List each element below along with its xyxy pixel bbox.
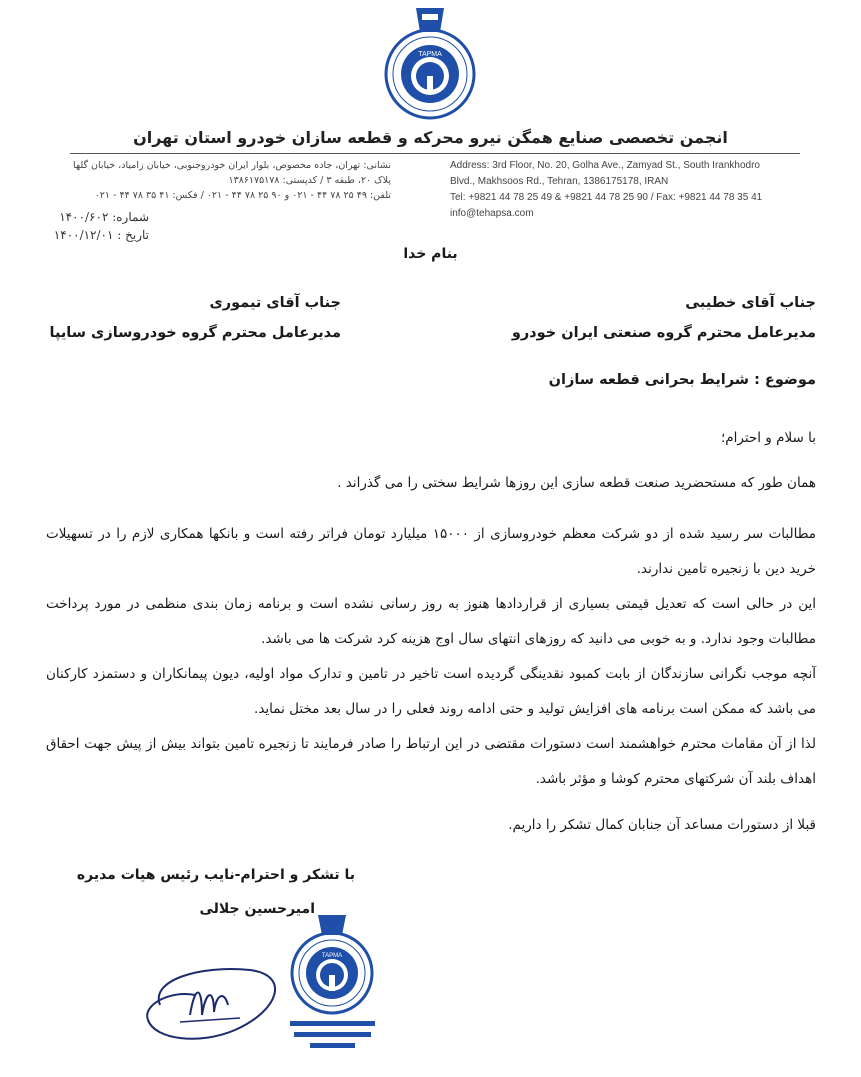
body-paragraph: آنچه موجب نگرانی سازندگان از بابت کمبود نقدینگی گردیده است تاخیر در تامین و تدارک مواد اولیه، دیون پیمانکاران و دستمزد کارکنان می باشد که ممکن است برنامه های افزایش تولید و حتی ادامه روند فعلی را در سال بعد مختل نماید. — [46, 666, 816, 717]
recipient-left — [21, 288, 341, 348]
seal-logo-text: TAPMA — [321, 953, 343, 959]
address-en-line: Blvd., Makhsoos Rd., Tehran, 1386175178, IRAN — [450, 176, 669, 187]
recipient-right — [486, 288, 816, 348]
association-logo-icon — [376, 6, 484, 128]
email-address: info@tehapsa.com — [450, 208, 534, 219]
address-en-line: Tel: +9821 44 78 25 49 & +9821 44 78 25 90 / Fax: +9821 44 78 35 41 — [450, 192, 763, 203]
recipient-right-name: جناب آقای خطیبی — [685, 295, 816, 311]
address-persian — [61, 158, 391, 203]
greeting: با سلام و احترام؛ — [720, 430, 816, 446]
body-paragraph: این در حالی است که تعدیل قیمتی بسیاری از قراردادها هنوز به روز رسانی نشده است و برنامه زمان بندی منظمی در مورد پرداخت مطالبات وجود ندارد. و به خوبی می دانید که روزهای انتهای سال اوج هزینه کرد شرکت ها می باشد. — [46, 596, 816, 647]
address-fa-line: پلاک ۲۰، طبقه ۳ / کدپستی: ۱۳۸۶۱۷۵۱۷۸ — [228, 175, 391, 186]
bismillah-heading: بنام خدا — [403, 246, 458, 262]
signature-icon — [140, 960, 290, 1055]
letter-date: تاریخ : ۱۴۰۰/۱۲/۰۱ — [53, 228, 149, 242]
letter-number: شماره: ۱۴۰۰/۶۰۲ — [59, 210, 149, 224]
address-fa-line: تلفن: ۴۹ ۲۵ ۷۸ ۴۴ - ۰۲۱ و ۹۰ ۲۵ ۷۸ ۴۴ - ۰۲۱ / فکس: ۴۱ ۳۵ ۷۸ ۴۴ - ۰۲۱ — [94, 190, 391, 201]
signer-name: امیرحسین جلالی — [199, 901, 315, 917]
organization-name: انجمن تخصصی صنایع همگن نیرو محرکه و قطعه سازان خودرو استان تهران — [133, 128, 728, 147]
recipient-right-title: مدیرعامل محترم گروه صنعتی ایران خودرو — [511, 325, 816, 341]
letter-body — [46, 517, 816, 797]
recipient-left-title: مدیرعامل محترم گروه خودروسازی سایپا — [49, 325, 341, 341]
closing-line: با تشکر و احترام-نایب رئیس هیات مدیره — [76, 867, 355, 883]
letter-meta — [54, 208, 149, 244]
address-english — [450, 158, 850, 222]
body-paragraph: لذا از آن مقامات محترم خواهشمند است دستورات مقتضی در این ارتباط را صادر فرمایند تا زنجیره تامین بتواند بیش از پیش جهت احقاق اهداف بلند آن شرکتهای محترم کوشا و مؤثر باشد. — [46, 736, 816, 787]
address-fa-line: نشانی: تهران، جاده مخصوص، بلوار ایران خودروجنوبی، خیابان زامیاد، خیابان گلها — [73, 160, 391, 171]
address-en-line: Address: 3rd Floor, No. 20, Golha Ave., Zamyad St., South Irankhodro — [450, 160, 760, 171]
association-seal-icon — [280, 915, 385, 1065]
thanks-line: قبلا از دستورات مساعد آن جنابان کمال تشکر را داریم. — [508, 817, 816, 833]
intro-paragraph: همان طور که مستحضرید صنعت قطعه سازی این روزها شرایط سختی را می گذراند . — [337, 475, 816, 491]
body-paragraph: مطالبات سر رسید شده از دو شرکت معظم خودروسازی از ۱۵۰۰۰ میلیارد تومان فراتر رفته است و بانکها همکاری لازم را در تسهیلات خرید دین با زنجیره تامین ندارند. — [46, 526, 817, 577]
logo-text: TAPMA — [418, 51, 442, 58]
recipient-left-name: جناب آقای تیموری — [209, 295, 341, 311]
header-divider — [70, 153, 800, 154]
letter-subject: موضوع : شرایط بحرانی قطعه سازان — [548, 372, 816, 388]
